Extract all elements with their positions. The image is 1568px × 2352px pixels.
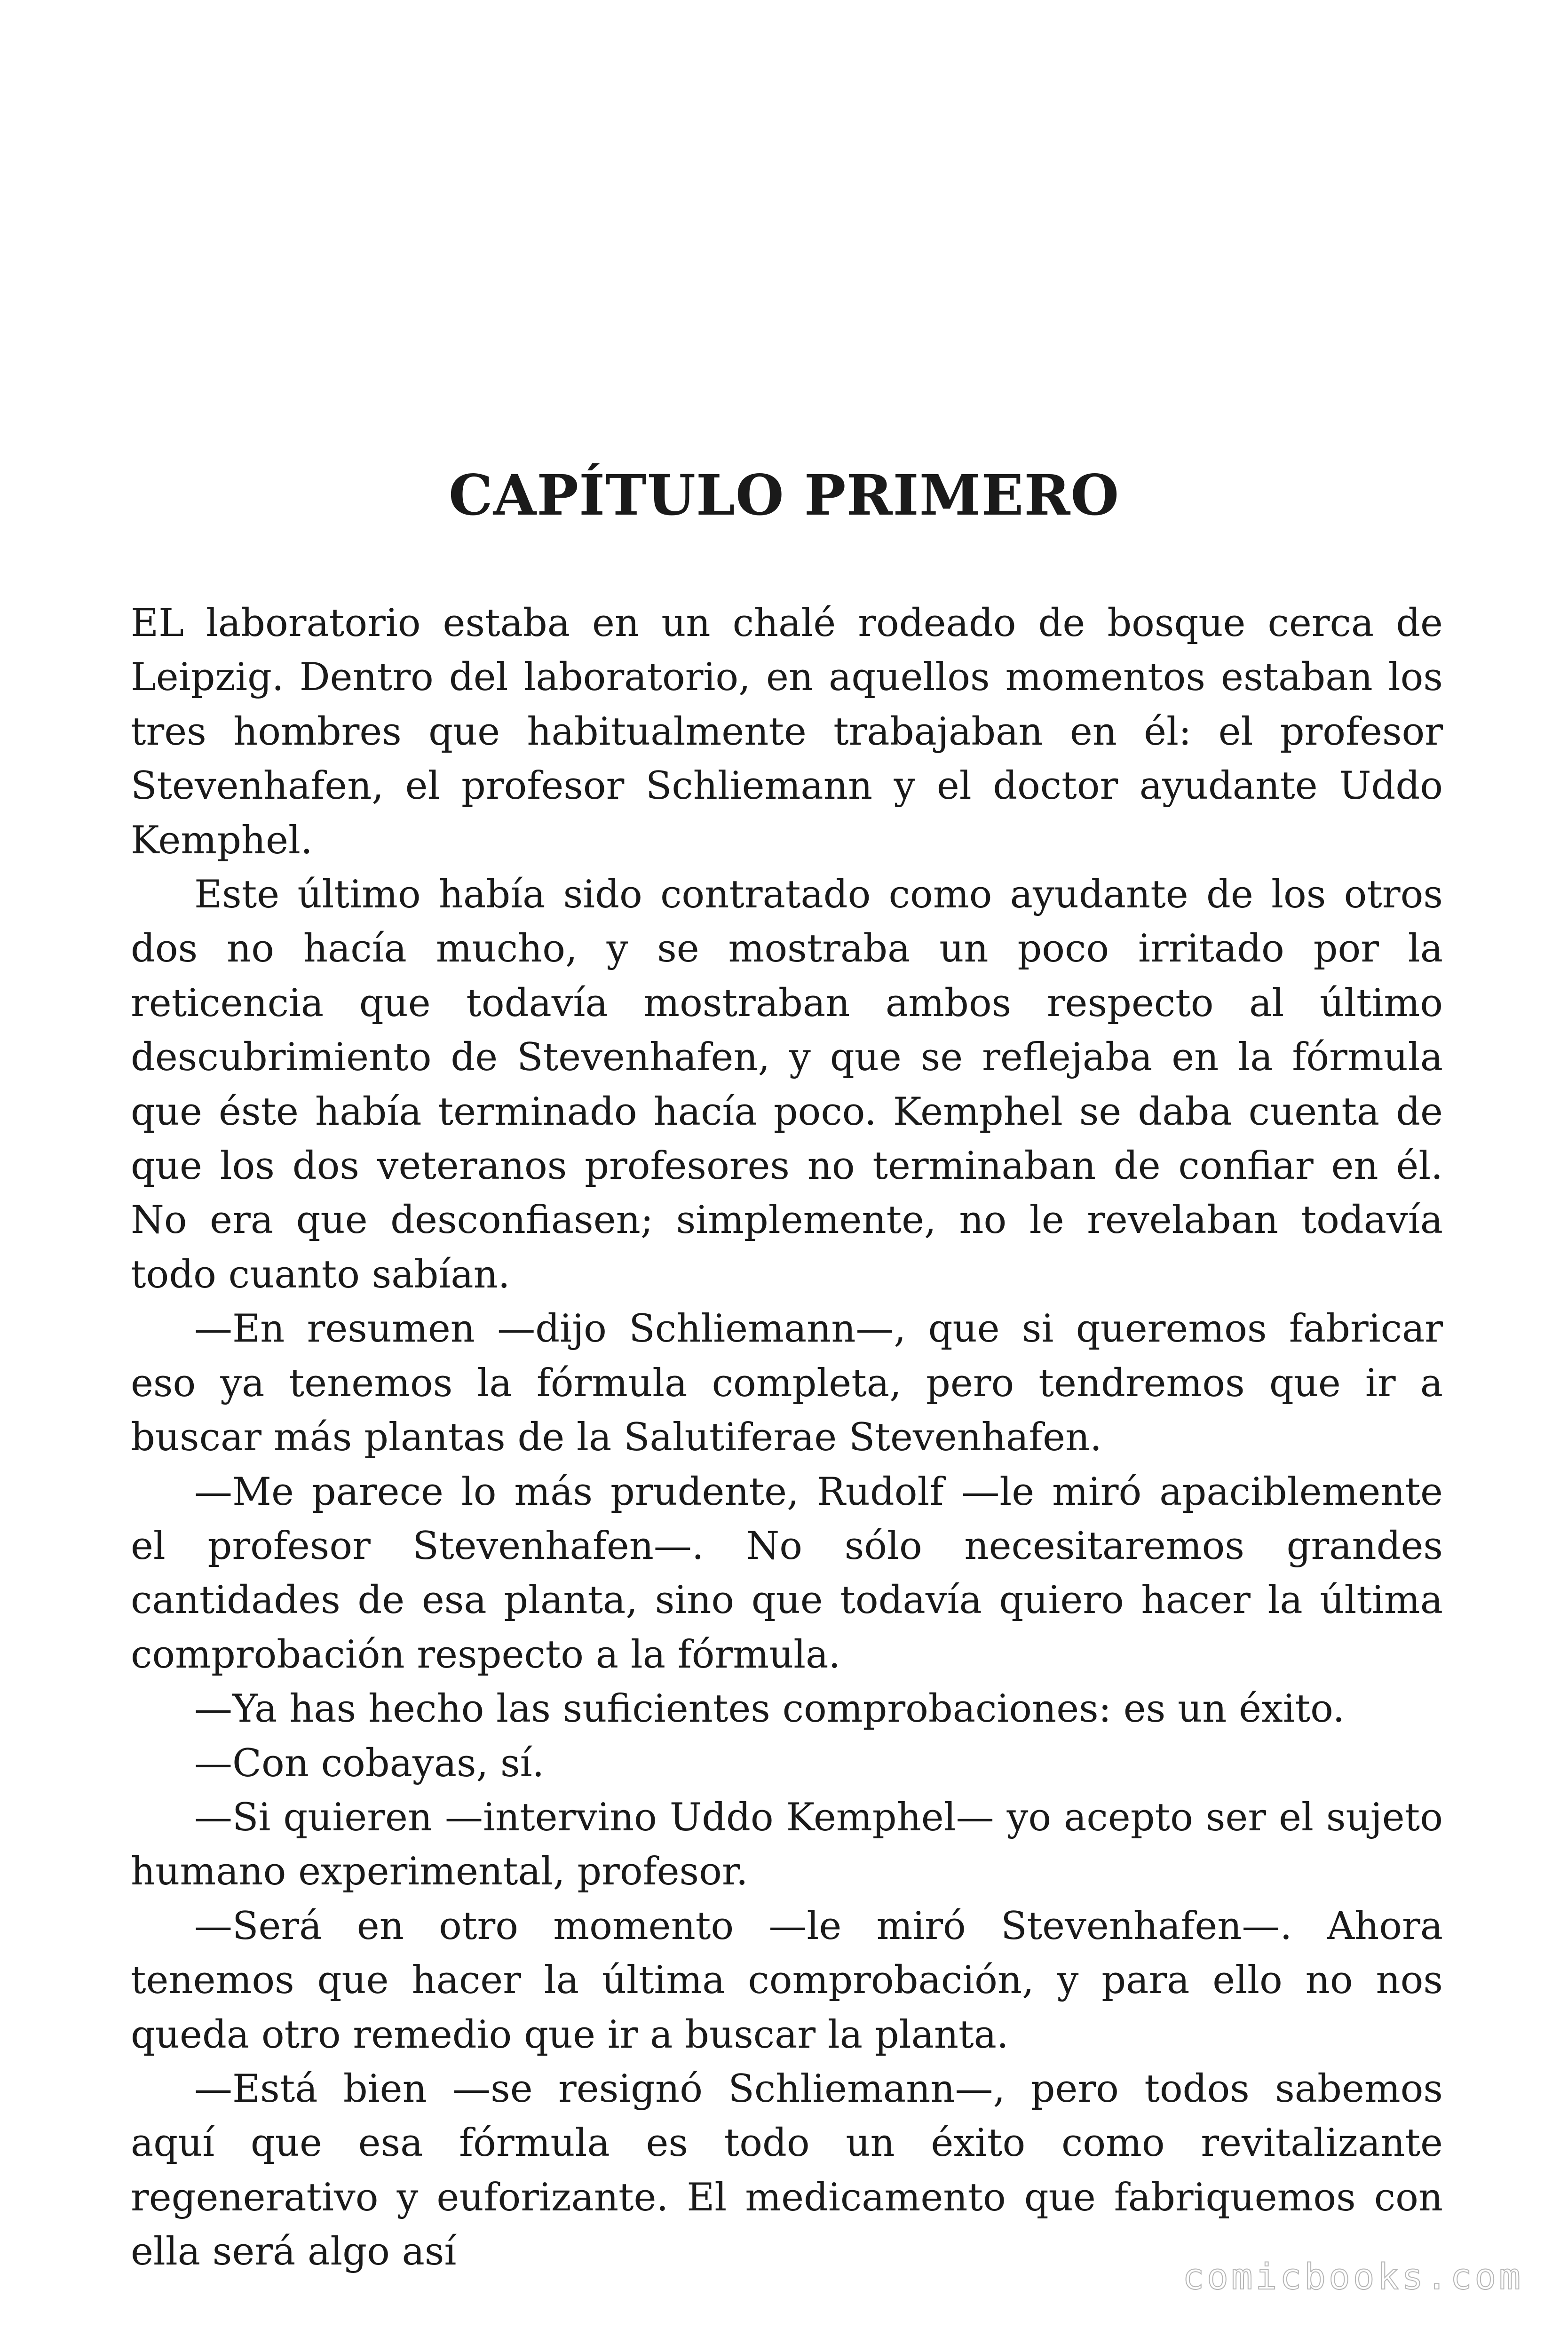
paragraph: —Ya has hecho las suficientes comprobaciones: es un éxito.	[194, 1687, 1345, 1732]
chapter-title: CAPÍTULO PRIMERO	[448, 462, 1120, 528]
paragraph: —Si quieren —intervino Uddo Kemphel— yo acepto ser el sujeto humano experimental, profesor.	[131, 1795, 1443, 1894]
paragraph: —Con cobayas, sí.	[194, 1741, 545, 1786]
paragraph: —Será en otro momento —le miró Stevenhafen—. Ahora tenemos que hacer la última comprobación, y para ello no nos queda otro remedio que ir a buscar la planta.	[131, 1904, 1443, 2057]
chapter-body	[131, 596, 1443, 2280]
paragraph: —Me parece lo más prudente, Rudolf —le miró apaciblemente el profesor Stevenhafen—. No sólo necesitaremos grandes cantidades de esa planta, sino que todavía quiero hacer la última comprobación respecto a la fórmula.	[131, 1470, 1443, 1677]
paragraph: —En resumen —dijo Schliemann—, que si queremos fabricar eso ya tenemos la fórmula completa, pero tendremos que ir a buscar más plantas de la Salutiferae Stevenhafen.	[131, 1307, 1443, 1460]
paragraph: —Está bien —se resignó Schliemann—, pero todos sabemos aquí que esa fórmula es todo un éxito como revitalizante regenerativo y euforizante. El medicamento que fabriquemos con ella será algo así	[131, 2066, 1443, 2274]
watermark: comicbooks.com	[1182, 2256, 1523, 2297]
paragraph: EL laboratorio estaba en un chalé rodeado de bosque cerca de Leipzig. Dentro del laboratorio, en aquellos momentos estaban los tres hombres que habitualmente trabajaban en él: el profesor Stevenhafen, el profesor Schliemann y el doctor ayudante Uddo Kemphel.	[131, 601, 1443, 863]
paragraph: Este último había sido contratado como ayudante de los otros dos no hacía mucho, y se mostraba un poco irritado por la reticencia que todavía mostraban ambos respecto al último descubrimiento de Stevenhafen, y que se reflejaba en la fórmula que éste había terminado hacía poco. Kemphel se daba cuenta de que los dos veteranos profesores no terminaban de confiar en él. No era que desconfiasen; simplemente, no le revelaban todavía todo cuanto sabían.	[131, 873, 1443, 1297]
